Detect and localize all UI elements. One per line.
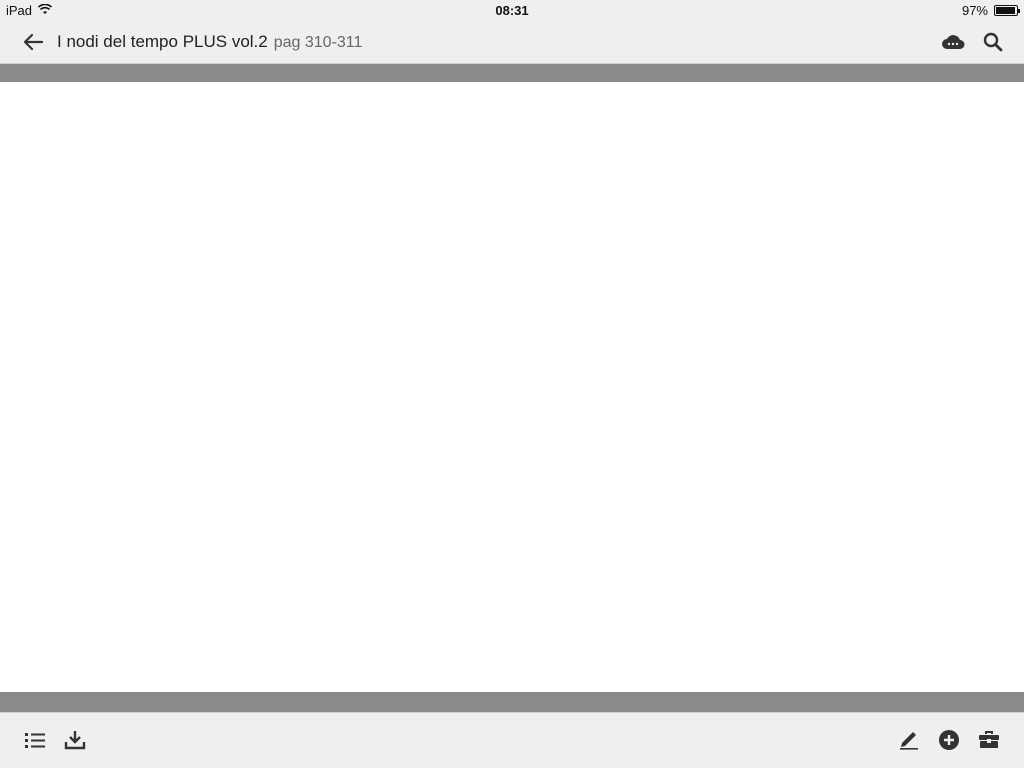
list-icon[interactable] [22, 727, 48, 753]
add-circle-icon[interactable] [936, 727, 962, 753]
clock: 08:31 [495, 3, 529, 18]
book-title-text: I nodi del tempo PLUS vol.2 [57, 32, 268, 51]
right-page[interactable] [512, 82, 1024, 692]
status-right [962, 3, 1018, 18]
toolbox-icon[interactable] [976, 727, 1002, 753]
book-title [57, 32, 362, 52]
search-icon[interactable] [980, 29, 1006, 55]
cloud-menu-icon[interactable] [940, 29, 966, 55]
download-icon[interactable] [62, 727, 88, 753]
bottom-left-actions [22, 727, 88, 753]
bottom-right-actions [896, 727, 1002, 753]
device-name: iPad [6, 3, 33, 18]
battery-level [996, 7, 1015, 14]
pen-icon[interactable] [896, 727, 922, 753]
page-range: pag 310-311 [273, 34, 363, 51]
left-page[interactable] [0, 82, 512, 692]
battery-percent: 97% [961, 3, 988, 18]
bottom-toolbar [0, 712, 1024, 768]
top-nav [0, 20, 1024, 64]
nav-actions [940, 29, 1006, 55]
reader-area [0, 64, 1024, 712]
back-arrow-icon[interactable] [20, 29, 46, 55]
status-bar [0, 0, 1024, 20]
battery-icon [994, 5, 1018, 16]
